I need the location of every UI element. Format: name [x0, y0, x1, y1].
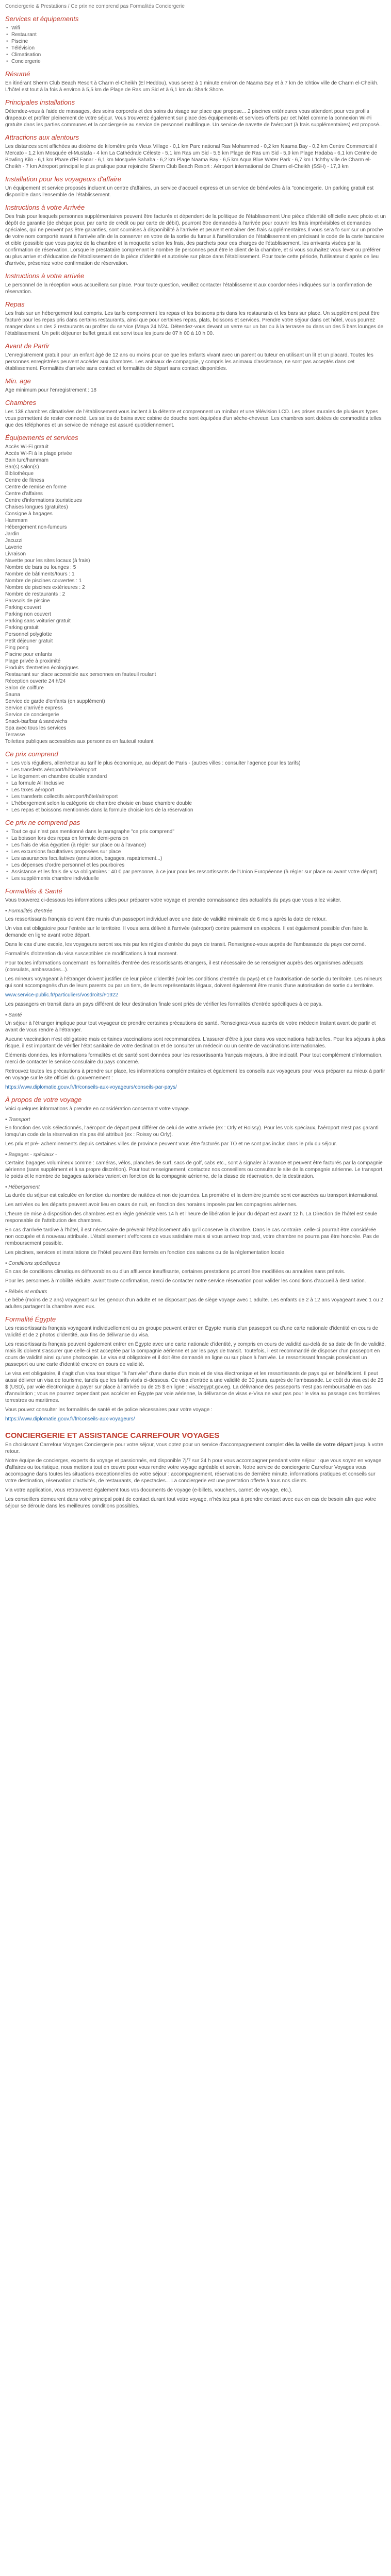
comprend-section: [5, 750, 386, 814]
comprend-list: [5, 760, 386, 814]
comprend-item: • L'hébergement selon la catégorie de chambre choisie en base chambre double: [5, 800, 386, 807]
nepas-item: • Les suppléments chambre individuelle: [5, 875, 386, 882]
repas-section: [5, 300, 386, 337]
apropos-text: Les ressortissants français peuvent également entrer en Égypte avec une carte nationale d'identité, y compris en cours de validité au-delà de sa date de fin de validité, mais ils doivent s'assurer que celle-ci est acceptée par la compagnie aérienne et par les pays de transit. Toutefois, il est recommandé de disposer d'un passeport en cours de validité ainsi qu'une photocopie. Le visa est obligatoire et il doit être demandé en ligne ou sur place à l'arrivée. Le ressortissant français possédant un passeport ou une carte d'identité encore en cours de validité.: [5, 1342, 386, 1367]
conciergerie-text: Les conseillers demeurent dans votre principal point de contact durant tout votre voyage, n'hésitez pas à prendre contact avec eux en cas de besoin afin que votre séjour se déroule dans les meilleures conditions possibles.: [5, 1497, 377, 1509]
formalites-text: Les ressortissants français doivent être munis d'un passeport individuel avec une date de validité minimale de 6 mois après la date de retour.: [5, 917, 327, 922]
conciergerie-text: [5, 1442, 386, 1455]
formalites-section: [5, 887, 386, 1091]
conciergerie-text: Notre équipe de concierges, experts du voyage et passionnés, est disponible 7j/7 sur 24 h pour vous accompagner pendant votre séjour : que vous soyez en voyage d'affaires ou touristique, nous mettons tout en œuvre pour vous rendre votre voyage agréable et serein. Notre service de conciergerie Carrefour Voyages vous accompagne dans toutes les situations exceptionnelles de votre séjour : accompagnement, réservations de dernière minute, informations pratiques et conseils sur votre destination, réservation d'activités, de restaurants, de spectacles... La conciergerie est une prestation offerte à tous nos clients.: [5, 1458, 382, 1484]
equipement-item: Nombre de piscines couvertes : 1: [5, 578, 82, 584]
services-section: [5, 15, 386, 65]
equipement-item: Restaurant sur place accessible aux personnes en fauteuil roulant: [5, 672, 156, 677]
equipement-item: Nombre de restaurants : 2: [5, 591, 66, 597]
formalites-text: Formalités d'obtention du visa susceptibles de modifications à tout moment.: [5, 951, 178, 957]
comprend-item: • Les vols réguliers, aller/retour au tarif le plus économique, au départ de Paris - (autres villes : consulter l'agence pour les tarifs): [5, 760, 386, 767]
services-list: [5, 25, 386, 65]
conciergerie-section: [5, 1432, 386, 1510]
breadcrumb-link[interactable]: Conciergerie & Prestations: [5, 4, 67, 9]
equipement-item: Consigne à bagages: [5, 511, 53, 517]
age-title: Min. age: [5, 377, 31, 385]
conciergerie-text-c: jusqu'à votre retour.: [5, 1442, 384, 1454]
apropos-text: En fonction des vols sélectionnés, l'aéroport de départ peut différer de celui de votre arrivée (ex : Orly et Roissy). Pour les vols spéciaux, l'aéroport n'est pas garanti lorsqu'un code de la réservation n'a pas été attribué (ex : Roissy ou Orly).: [5, 1125, 379, 1138]
equipement-item: Centre de fitness: [5, 478, 44, 483]
attractions-title: Attractions aux alentours: [5, 133, 79, 141]
nepas-item: • Les frais de visa égyptien (à régler sur place ou à l'avance): [5, 842, 386, 849]
arrivee-section: [5, 204, 386, 267]
services-title: Services et équipements: [5, 15, 79, 23]
conciergerie-text-b: dès la veille de votre départ: [285, 1442, 353, 1448]
formalites-text: Un visa est obligatoire pour l'entrée sur le territoire. Il vous sera délivré à l'arrivée (aéroport) contre paiement en espèces. Il est également possible d'en faire la demande en ligne avant votre départ.: [5, 926, 368, 938]
chambres-section: [5, 399, 386, 429]
repas-text: Les frais sur un hébergement tout compris. Les tarifs comprennent les repas et les boissons pris dans les restaurants et les bars sur place. Un supplément peut être facturé pour les repas pris dans certains restaurants, ainsi que pour certaines repas, plats, boissons et services. Prendre votre séjour dans cet hôtel, vous pourrez manger dans un des 2 restaurants ou profiter du service (Maya 24 h/24. Détendez-vous devant un verre sur un bar ou à la terrasse ou dans un des 5 bars lounges de l'établissement. Un petit déjeuner buffet gratuit est servi tous les jours de 07 h 00 à 10 h 00.: [5, 311, 384, 336]
equipement-item: Spa avec tous les services: [5, 725, 67, 731]
installation-title: Installation pour les voyageurs d'affaire: [5, 175, 122, 183]
equipement-item: Plage privée à proximité: [5, 658, 61, 664]
conciergerie-title: CONCIERGERIE ET ASSISTANCE CARREFOUR VOYAGES: [5, 1431, 220, 1440]
equipement-item: Ping pong: [5, 645, 29, 651]
apropos-text: En cas d'arrivée tardive à l'hôtel, il est nécessaire de prévenir l'établissement afin qu'il conserve la chambre. Dans le cas contraire, celle-ci pourrait être considérée non occupée et à nouveau attribuée. L'établissement s'efforcera de vous satisfaire mais si vous arrivez trop tard, votre chambre ne pourra pas être honorée. Pas de remboursement possible.: [5, 1227, 379, 1246]
principales-text: Détendez-vous à l'aide de massages, des soins corporels et des soins du visage sur place que propose... 2 piscines extérieures vous attendent pour vos profils drapeaux et profiter pleinement de votre séjour. Vous trouverez également sur place des équipements et services offerts par cet hôtel comme la connexion Wi-Fi gratuite dans les parties communes et la conciergerie au service de personnel multilingue. Un service de navette de l'aéroport (à frais supplémentaires) est proposé..: [5, 109, 382, 128]
avant-text: L'enregistrement gratuit pour un enfant âgé de 12 ans ou moins pour ce que les enfants vivant avec un parent ou tuteur en utilisant un lit et un placard. Toutes les personnes enregistrées peuvent accéder aux chambres. Les animaux de compagnie, y compris les animaux d'assistance, ne sont pas acceptés dans cet établissement. Formalités d'arrivée sans contact et formalités de départ sans contact disponibles.: [5, 352, 373, 371]
formalites-text: Les mineurs voyageant à l'étranger doivent justifier de leur pièce d'identité (voir les conditions d'entrée du pays) et de l'autorisation de sortie du territoire. Les mineurs qui sont accompagnés d'un de leurs parents ou par un tiers, de leurs représentants légaux, doivent également être munis d'une autorisation de sortie du territoire.: [5, 976, 383, 989]
equipement-item: Chaises longues (gratuites): [5, 504, 68, 510]
equipement-item: Terrasse: [5, 732, 25, 738]
equipement-item: Réception ouverte 24 h/24: [5, 679, 66, 684]
equipement-item: Service de conciergerie: [5, 712, 59, 718]
avant-section: [5, 342, 386, 372]
equipement-item: Jacuzzi: [5, 538, 23, 544]
equipement-item: Nombre de piscines extérieures : 2: [5, 585, 85, 590]
equipement-item: Parking sans voiturier gratuit: [5, 618, 71, 624]
equipements-title: Équipements et services: [5, 434, 78, 442]
equipement-item: Nombre de bâtiments/tours : 1: [5, 571, 75, 577]
formalites-sante-subhead: • Santé: [5, 1012, 22, 1018]
equipement-item: Snack-bar/bar à sandwichs: [5, 719, 68, 724]
formalites-text: Aucune vaccination n'est obligatoire mais certaines vaccinations sont recommandées. L'assurer d'être à jour dans vos vaccinations habituelles. Pour les séjours à plus risque, il est important de vérifier l'état sanitaire de votre destination et de consulter un médecin ou un centre de vaccinations internationales.: [5, 1037, 386, 1049]
equipement-item: Parking couvert: [5, 605, 41, 611]
equipement-item: Laverie: [5, 545, 22, 550]
equipement-item: Bibliothèque: [5, 471, 34, 477]
equipement-item: Centre d'informations touristiques: [5, 498, 82, 503]
equipement-item: Petit déjeuner gratuit: [5, 638, 53, 644]
instructions-section: [5, 272, 386, 295]
apropos-text: Vous pouvez consulter les formalités de santé et de police nécessaires pour votre voyage :: [5, 1407, 213, 1413]
arrivee-title: Instructions à votre Arrivée: [5, 204, 85, 211]
equipement-item: Toilettes publiques accessibles aux personnes en fauteuil roulant: [5, 739, 154, 744]
installation-text: Un équipement et service proposés incluent un centre d'affaires, un service d'accueil express et un service de bénévoles à la "conciergerie. Un parking gratuit est disponible dans l'ensemble de l'établissement.: [5, 185, 374, 198]
formalites-text: Éléments données, les informations formalités et de santé sont données pour les ressortissants français majeurs, à titre indicatif. Pour tout complément d'information, merci de contacter le service consulaire du pays concerné.: [5, 1053, 383, 1065]
comprend-item: • Les repas et boissons mentionnés dans la formule choisie lors de la réservation: [5, 807, 386, 814]
breadcrumb-current: Ce prix ne comprend pas Formalités Conciergerie: [71, 4, 185, 9]
diplomatie-link[interactable]: https://www.diplomatie.gouv.fr/fr/conseils-aux-voyageurs/conseils-par-pays/: [5, 1084, 177, 1090]
conciergerie-text-a: En choisissant Carrefour Voyages Conciergerie pour votre séjour, vous optez pour un service d'accompagnement complet: [5, 1442, 284, 1448]
chambres-text: Les 138 chambres climatisées de l'établissement vous incitent à la détente et comprennent un minibar et une télévision LCD. Les prises murales de plusieurs types vous permettent de rester connecté. Les salles de bains avec cabine de douche sont équipées d'un sèche-cheveux. Les chambres sont dotées de commodités telles que des téléphones et un service de ménage est assuré quotidiennement.: [5, 409, 382, 428]
equipement-item: Sauna: [5, 692, 20, 698]
apropos-section: [5, 1096, 386, 1422]
breadcrumb: [5, 3, 386, 10]
apropos-text: Les prix et pré- acheminements depuis certaines villes de province peuvent vous être facturés par TO et ne sont pas inclus dans le prix du séjour.: [5, 1141, 337, 1147]
equipement-item: Service d'arrivée express: [5, 705, 63, 711]
apropos-text: Les ressortissants français voyageant individuellement ou en groupe peuvent entrer en Égypte munis d'un passeport ou d'une carte nationale d'identité en cours de validité et de 2 photos d'identité, aux fins de délivrance du visa.: [5, 1326, 378, 1338]
resume-text: En itinérant Sherm Club Beach Resort à Charm el-Cheikh (El Heddou), vous serez à 1 minute environ de Naama Bay et à 7 km de Ichtiov ville de Charm el-Cheikh. L'hôtel est tout à la fois à environ à 5,5 km de Plage de Ras um Sid et à 6,1 km du Shark Shore.: [5, 80, 379, 93]
apropos-text: Les arrivées ou les départs peuvent avoir lieu en cours de nuit, en fonction des horaires imposés par les compagnies aériennes.: [5, 1202, 298, 1208]
comprend-item: • La formule All Inclusive: [5, 780, 386, 787]
breadcrumb-separator: /: [66, 4, 71, 9]
nepas-title: Ce prix ne comprend pas: [5, 819, 80, 826]
instructions-title: Instructions à votre arrivée: [5, 272, 85, 280]
formalite-egypte-title: Formalité Égypte: [5, 1315, 56, 1323]
equipement-item: Produits d'entretien écologiques: [5, 665, 79, 671]
equipement-item: Salon de coiffure: [5, 685, 44, 691]
apropos-text: Le bébé (moins de 2 ans) voyageant sur les genoux d'un adulte et ne disposant pas de siège voyage avec 1 adulte. Les enfants de 2 à 12 ans voyageant avec 1 ou 2 adultes partagent la chambre avec eux.: [5, 1297, 383, 1310]
chambres-title: Chambres: [5, 399, 36, 406]
nepas-item: • Assistance et les frais de visa obligatoires : 40 € par personne, à ce jour pour les ressortissants de l'Union Européenne (à régler sur place ou avant votre départ): [5, 869, 386, 875]
apropos-text: Le visa est obligatoire, il s'agit d'un visa touristique "à l'arrivée" d'une durée d'un mois et de visa électronique et les ressortissants de pays qui en bénéficient. Il peut aussi délivrer un visa de tourisme, tandis que les tarifs visés ci-dessous. Ce visa d'entrée a une validité de 30 jours, auprès de l'ambassade. Le coût du visa est de 25 $ (USD), par voie électronique à payer sur place à l'arrivée ou de 25 $ en ligne : visa2egypt.gov.eg. La délivrance des passeports n'est pas remboursable en cas d'annulation ; vous ne pourrez cependant pas accéder en Égypte par voie aérienne, la délivrance de visas e-Visa ne vaut pas pour le visa au passage des frontières terrestres ou maritimes.: [5, 1371, 384, 1403]
avant-title: Avant de Partir: [5, 342, 50, 350]
apropos-text: Pour les personnes à mobilité réduite, avant toute confirmation, merci de contacter notre service réservation pour valider les conditions d'accueil à destination.: [5, 1278, 366, 1284]
equipement-item: Accès Wi-Fi gratuit: [5, 444, 48, 450]
equipement-item: Accès Wi-Fi à la plage privée: [5, 451, 72, 456]
principales-title: Principales installations: [5, 98, 75, 106]
comprend-title: Ce prix comprend: [5, 750, 58, 758]
comprend-item: • Les transferts collectifs aéroport/hôtel/aéroport: [5, 793, 386, 800]
apropos-text: En cas de conditions climatiques défavorables ou d'un affluence insuffisante, certaines prestations pourront être modifiées ou annulées sans préavis.: [5, 1269, 346, 1275]
apropos-intro: Voici quelques informations à prendre en considération concernant votre voyage.: [5, 1106, 190, 1112]
equipement-item: Parking non couvert: [5, 612, 51, 617]
formalites-title: Formalités & Santé: [5, 887, 62, 895]
formalites-text: Retrouvez toutes les précautions à prendre sur place, les informations complémentaires et également les conseils aux voyageurs pour vous préparer au mieux à partir en voyage sur le site officiel du gouvernement :: [5, 1069, 385, 1081]
service-item: • Piscine: [5, 38, 386, 45]
apropos-title: À propos de votre voyage: [5, 1096, 82, 1104]
nepas-item: • La boisson lors des repas en formule demi-pension: [5, 835, 386, 842]
apropos-text: L'heure de mise à disposition des chambres est en règle générale vers 14 h et l'heure de libération le jour du départ est avant 12 h. La Direction de l'hôtel est seule responsable de l'attribution des chambres.: [5, 1211, 378, 1224]
equipement-item: Personnel polyglotte: [5, 632, 52, 637]
formalites-text: Les passagers en transit dans un pays différent de leur destination finale sont priés de vérifier les formalités d'entrée spécifiques à ce pays.: [5, 1002, 323, 1007]
nepas-item: • Les dépenses d'ordre personnel et les pourboires: [5, 862, 386, 869]
transport-subhead: • Transport: [5, 1117, 30, 1123]
apropos-text: La durée du séjour est calculée en fonction du nombre de nuitées et non de journées. La première et la dernière journée sont consacrées au transport international.: [5, 1193, 379, 1198]
apropos-text: Certains bagages volumineux comme : caméras, vélos, planches de surf, sacs de golf, cabs etc., sont à signaler à l'avance et peuvent être facturés par la compagnie aérienne (sans supplément et à sa propre discrétion). Pour tout renseignement, contactez nos conseillers ou consultez le site de la compagnie aérienne. Le transport, le poids et le nombre de bagages autorisés varient en fonction de la compagnie aérienne, de la classe de réservation, de la destination.: [5, 1160, 384, 1179]
equipement-item: Livraison: [5, 551, 26, 557]
equipements-section: [5, 434, 386, 745]
conciergerie-text: Via votre application, vous retrouverez également tous vos documents de voyage (e-billets, vouchers, carnet de voyage, etc.).: [5, 1487, 292, 1493]
equipement-item: Hébergement non-fumeurs: [5, 524, 67, 530]
formalites-text: Pour toutes informations concernant les formalités d'entrée des ressortissants étrangers, il est nécessaire de se renseigner auprès des organismes adéquats (consulats, ambassades...).: [5, 960, 364, 973]
formalites-text: Dans le cas d'une escale, les voyageurs seront soumis par les règles d'entrée du pays de transit. Renseignez-vous auprès de l'ambassade du pays concerné.: [5, 942, 366, 947]
nepas-section: [5, 819, 386, 882]
equipement-item: Nombre de bars ou lounges : 5: [5, 565, 76, 570]
attractions-text: Les distances sont affichées au dixième de kilomètre près Vieux Village - 0,1 km Parc national Ras Mohammed - 0,2 km Naama Bay - 0,2 km Centre Commercial il Mercato - 1,2 km Mosquée el-Mustafa - 4 km La Cathédrale Céleste - 5,1 km Ras um Sid - 5,5 km Plage de Ras um Sid - 5,9 km Plage Hadaba - 6,1 km Centre de Bowling Kilo - 6,1 km Phare d'El Fanar - 6,1 km Mosquée Sahaba - 6,2 km Plage Naama Bay - 6,5 km Aqua Blue Water Park - 6,7 km L'Ichthy ville de Charm el-Cheikh - 7 km Aéroport principal le plus pratique pour rejoindre Sherm Club Beach Resort : Aéroport international de Charm el-Cheikh (SSH) - 17,3 km: [5, 144, 378, 170]
apropos-text: Les piscines, services et installations de l'hôtel peuvent être fermés en fonction des saisons ou de la réglementation locale.: [5, 1250, 286, 1256]
service-item: • Télévision: [5, 45, 386, 52]
service-item: • Restaurant: [5, 31, 386, 38]
equipement-item: Jardin: [5, 531, 20, 537]
bagages-subhead: • Bagages - spéciaux -: [5, 1152, 57, 1158]
age-text: Age minimum pour l'enregistrement : 18: [5, 387, 96, 393]
formalites-intro: Vous trouverez ci-dessous les informations utiles pour préparer votre voyage et prendre connaissance des actualités du pays que vous allez visiter.: [5, 897, 341, 903]
comprend-item: • Le logement en chambre double standard: [5, 773, 386, 780]
nepas-item: • Les excursions facultatives proposées sur place: [5, 849, 386, 855]
arrivee-text: Des frais pour lesquels personnes supplémentaires peuvent être facturés et dépendent de la politique de l'établissement Une pièce d'identité officielle avec photo et un dépôt de garantie (de chèque pour, par carte de crédit ou par carte de débit), pourront être demandés à l'arrivée pour couvrir les frais imprévisibles et demandes spéciales, qui ne peuvent pas être garanties, sont soumises à disponibilité à l'arrivée et peuvent entraîner des frais supplémentaires.Il vous sera fo surr sur un proche de votre nom comporté avant à l'arrivée afin de la conserver en votre de la sortie du fureur à l'amélioration de l'établissement en précisant le code de la carte bancaire et cible (possible que vous payiez de la chambre et la moquette selon les frais, des parchets pour ces charges de l'établissement, les arrivants visées par la confirmation de réservation. Lorsque le prestataire comprenant le nombre de personnes peut être le client de la chambre, et si vous souhaitez vous lever ou préférer ou plus arrive et d'éducation de l'établissement de la pièce d'identité et autorisée sur place dans l'établissement. Pour toute cette période, l'utilisateur d'après ce lieu d'arrivée, présentez votre confirmation de réservation.: [5, 214, 386, 266]
equipement-item: Hammam: [5, 518, 28, 523]
resume-title: Résumé: [5, 70, 30, 78]
comprend-item: • Les transferts aéroport/hôtel/aéroport: [5, 767, 386, 773]
equipement-item: Bar(s) salon(s): [5, 464, 39, 470]
service-item: • Wifi: [5, 25, 386, 31]
repas-title: Repas: [5, 300, 25, 308]
equipement-item: Parasols de piscine: [5, 598, 50, 604]
comprend-item: • Les taxes aéroport: [5, 787, 386, 793]
installation-section: [5, 175, 386, 198]
nepas-item: • Les assurances facultatives (annulation, bagages, rapatriement...): [5, 855, 386, 862]
service-public-link[interactable]: www.service-public.fr/particuliers/vosdroits/F1922: [5, 992, 118, 998]
resume-section: [5, 70, 386, 93]
conditions-subhead: • Conditions spécifiques: [5, 1261, 60, 1266]
age-section: [5, 377, 386, 394]
equipement-item: Centre d'affaires: [5, 491, 43, 497]
equipements-list: [5, 444, 386, 745]
service-item: • Conciergerie: [5, 58, 386, 65]
attractions-section: [5, 133, 386, 170]
equipement-item: Centre de remise en forme: [5, 484, 67, 490]
enfants-subhead: • Bébés et enfants: [5, 1289, 47, 1295]
instructions-text: Le personnel de la réception vous accueillera sur place. Pour toute question, veuillez contacter l'établissement aux coordonnées indiquées sur la confirmation de réservation.: [5, 282, 372, 295]
formalites-entree-subhead: • Formalités d'entrée: [5, 908, 53, 914]
conseils-voyageurs-link[interactable]: https://www.diplomatie.gouv.fr/fr/conseils-aux-voyageurs/: [5, 1416, 135, 1422]
equipement-item: Bain turc/hammam: [5, 457, 48, 463]
nepas-item: • Tout ce qui n'est pas mentionné dans le paragraphe "ce prix comprend": [5, 828, 386, 835]
equipement-item: Navette pour les sites locaux (à frais): [5, 558, 90, 564]
formalites-text: Un séjour à l'étranger implique pour tout voyageur de prendre certaines précautions de santé. Renseignez-vous auprès de votre médecin traitant avant de partir et avant de vous rendre à l'étranger.: [5, 1021, 376, 1033]
equipement-item: Service de garde d'enfants (en supplément): [5, 699, 105, 704]
principales-section: [5, 98, 386, 128]
hebergement-subhead: • Hébergement: [5, 1184, 40, 1190]
service-item: • Climatisation: [5, 52, 386, 58]
equipement-item: Parking gratuit: [5, 625, 39, 631]
nepas-list: [5, 828, 386, 882]
equipement-item: Piscine pour enfants: [5, 652, 52, 657]
